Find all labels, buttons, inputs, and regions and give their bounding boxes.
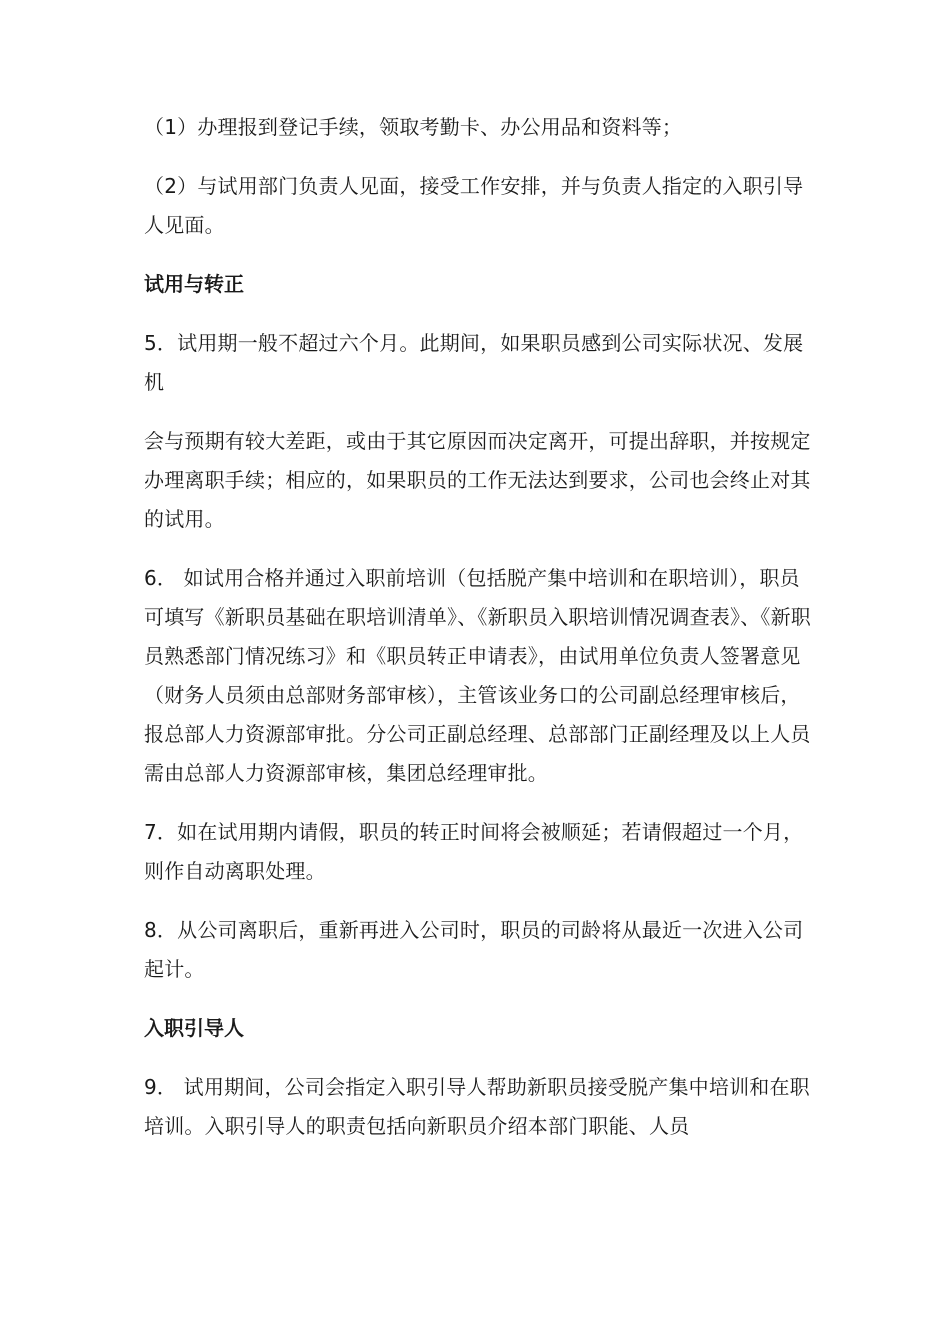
paragraph-item-6: 6． 如试用合格并通过入职前培训（包括脱产集中培训和在职培训），职员可填写《新职员基础在职培训清单》、《新职员入职培训情况调查表》、《新职员熟悉部门情况练习》和《职员转正申请表》，由试用单位负责人签署意见（财务人员须由总部财务部审核），主管该业务口的公司副总经理审核后，报总部人力资源部审批。分公司正副总经理、总部部门正副经理及以上人员需由总部人力资源部审核，集团总经理审批。	[144, 566, 811, 785]
paragraph-item-5-continued: 会与预期有较大差距，或由于其它原因而决定离开，可提出辞职，并按规定办理离职手续；相应的，如果职员的工作无法达到要求，公司也会终止对其的试用。	[144, 429, 811, 531]
section-heading-onboarding-guide: 入职引导人	[144, 1016, 244, 1040]
paragraph-item-9: 9． 试用期间，公司会指定入职引导人帮助新职员接受脱产集中培训和在职培训。入职引导人的职责包括向新职员介绍本部门职能、人员	[144, 1075, 810, 1138]
paragraph-meet-supervisor: （2）与试用部门负责人见面，接受工作安排，并与负责人指定的入职引导人见面。	[144, 174, 804, 237]
paragraph-item-7: 7．如在试用期内请假，职员的转正时间将会被顺延；若请假超过一个月，则作自动离职处理。	[144, 820, 804, 883]
paragraph-item-8: 8．从公司离职后，重新再进入公司时，职员的司龄将从最近一次进入公司起计。	[144, 918, 804, 981]
paragraph-registration: （1）办理报到登记手续，领取考勤卡、办公用品和资料等；	[144, 115, 683, 139]
section-heading-probation: 试用与转正	[144, 272, 244, 296]
paragraph-item-5: 5．试用期一般不超过六个月。此期间，如果职员感到公司实际状况、发展机	[144, 331, 804, 394]
document-body	[144, 108, 814, 1166]
